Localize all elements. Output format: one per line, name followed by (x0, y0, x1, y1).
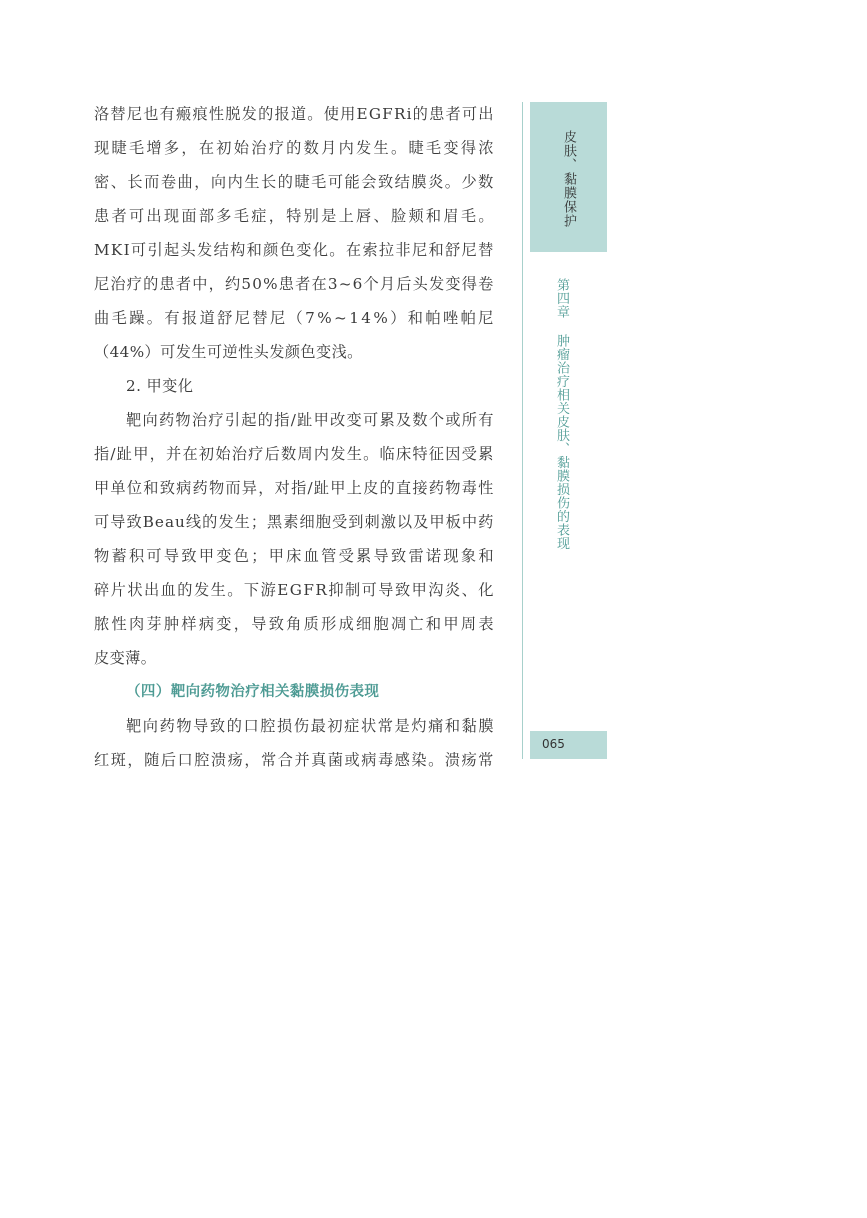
chapter-title: 第四章 肿瘤治疗相关皮肤、黏膜损伤的表现 (554, 278, 569, 550)
section-title: 皮肤、黏膜保护 (561, 130, 576, 228)
body-line: 靶 向 药 物 导 致 的 口 腔 损 伤 最 初 症 状 常 是 灼 痛 和 黏 膜 (126, 717, 494, 735)
body-line: 患 者 可 出 现 面 部 多 毛 症 ， 特 别 是 上 唇 、 脸 颊 和 眉 毛 。 (94, 207, 494, 225)
subsection-number-heading: 2. 甲变化 (126, 377, 194, 395)
body-line: 碎 片 状 出 血 的 发 生 。 下 游 E G F R 抑 制 可 导 致 甲 沟 炎 、 化 (94, 581, 494, 599)
body-line: 靶 向 药 物 治 疗 引 起 的 指 / 趾 甲 改 变 可 累 及 数 个 或 所 有 (126, 411, 494, 429)
body-line: 曲 毛 躁 。 有 报 道 舒 尼 替 尼 （ 7 % ~ 1 4 % ） 和 帕 唑 帕 尼 (94, 309, 494, 327)
page-number: 065 (542, 737, 565, 751)
body-line: 密 、 长 而 卷 曲 ， 向 内 生 长 的 睫 毛 可 能 会 致 结 膜 炎 。 少 数 (94, 173, 494, 191)
body-line: 脓 性 肉 芽 肿 样 病 变 ， 导 致 角 质 形 成 细 胞 凋 亡 和 甲 周 表 (94, 615, 494, 633)
section-tab (530, 102, 607, 252)
body-line: 物 蓄 积 可 导 致 甲 变 色 ； 甲 床 血 管 受 累 导 致 雷 诺 现 象 和 (94, 547, 494, 565)
column-divider (522, 102, 523, 759)
body-line: 洛 替 尼 也 有 瘢 痕 性 脱 发 的 报 道 。 使 用 E G F R i 的 患 者 可 出 (94, 105, 494, 123)
body-line: 可 导 致 B e a u 线 的 发 生 ； 黑 素 细 胞 受 到 刺 激 以 及 甲 板 中 药 (94, 513, 494, 531)
body-line: 指 / 趾 甲 ， 并 在 初 始 治 疗 后 数 周 内 发 生 。 临 床 特 征 因 受 累 (94, 445, 494, 463)
body-line: （44%）可发生可逆性头发颜色变浅。 (94, 343, 363, 361)
page-number-box (530, 731, 607, 759)
section-heading: （四）靶向药物治疗相关黏膜损伤表现 (126, 684, 380, 700)
body-line: 皮变薄。 (94, 649, 157, 667)
body-line: 尼 治 疗 的 患 者 中 ， 约 5 0 % 患 者 在 3 ~ 6 个 月 后 头 发 变 得 卷 (94, 275, 494, 293)
main-text-column (94, 97, 494, 777)
body-line: 甲 单 位 和 致 病 药 物 而 异 ， 对 指 / 趾 甲 上 皮 的 直 接 药 物 毒 性 (94, 479, 494, 497)
body-line: 红 斑 ， 随 后 口 腔 溃 疡 ， 常 合 并 真 菌 或 病 毒 感 染 。 溃 疡 常 (94, 751, 494, 769)
body-line: 现 睫 毛 增 多 ， 在 初 始 治 疗 的 数 月 内 发 生 。 睫 毛 变 得 浓 (94, 139, 494, 157)
body-line: M K I 可 引 起 头 发 结 构 和 颜 色 变 化 。 在 索 拉 非 尼 和 舒 尼 替 (94, 241, 494, 259)
